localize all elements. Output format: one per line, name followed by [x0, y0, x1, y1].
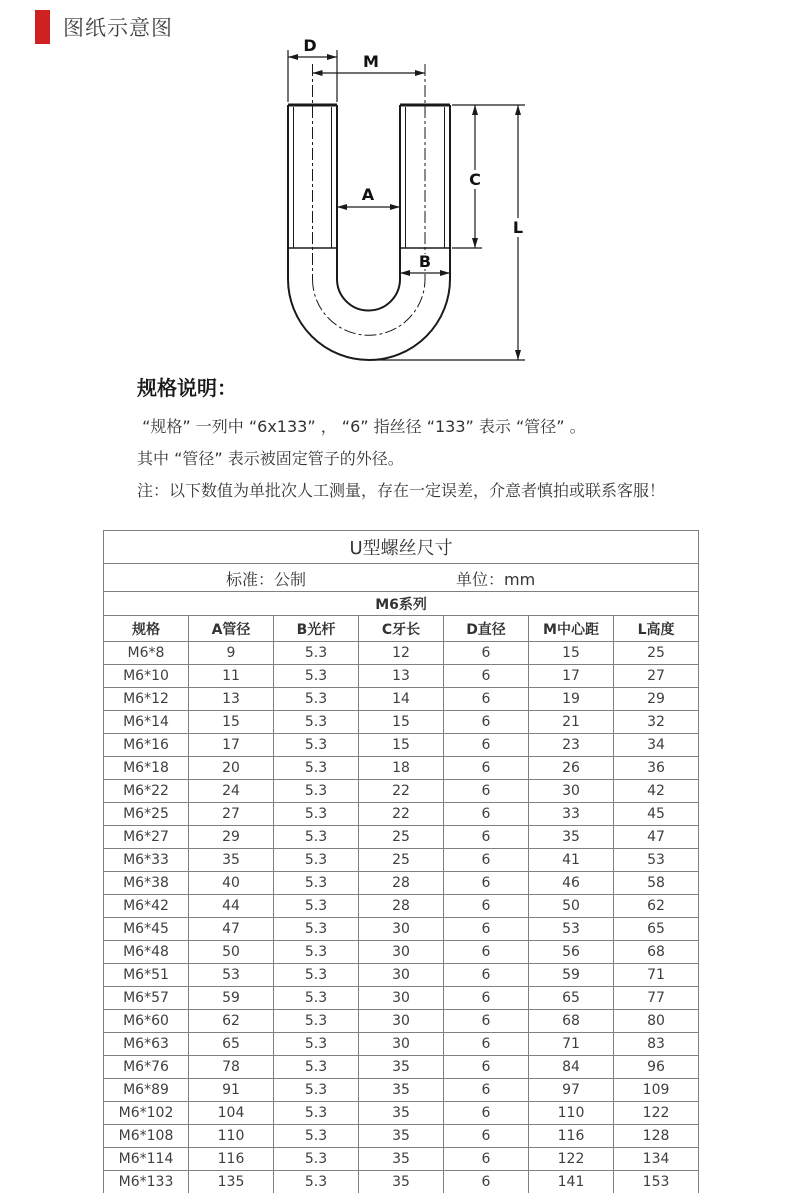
value-cell: 5.3	[274, 1033, 359, 1056]
value-cell: 5.3	[274, 987, 359, 1010]
value-cell: 5.3	[274, 780, 359, 803]
value-cell: 30	[359, 941, 444, 964]
value-cell: 6	[444, 1148, 529, 1171]
value-cell: 153	[614, 1171, 699, 1193]
value-cell: 35	[359, 1148, 444, 1171]
value-cell: 24	[189, 780, 274, 803]
value-cell: 5.3	[274, 895, 359, 918]
value-cell: 104	[189, 1102, 274, 1125]
spec-cell: M6*76	[104, 1056, 189, 1079]
note-line: 其中 “管径” 表示被固定管子的外径。	[137, 449, 404, 468]
section-title: 图纸示意图	[63, 16, 173, 40]
value-cell: 59	[189, 987, 274, 1010]
spec-cell: M6*33	[104, 849, 189, 872]
value-cell: 71	[614, 964, 699, 987]
dim-label-d: D	[303, 36, 317, 55]
table-row	[104, 642, 699, 665]
value-cell: 116	[529, 1125, 614, 1148]
value-cell: 21	[529, 711, 614, 734]
table-row	[104, 1171, 699, 1193]
value-cell: 30	[359, 964, 444, 987]
value-cell: 65	[614, 918, 699, 941]
value-cell: 30	[359, 987, 444, 1010]
note-line: “规格” 一列中 “6x133” ， “6” 指丝径 “133” 表示 “管径” 。	[137, 417, 586, 436]
column-header-row	[104, 616, 699, 642]
value-cell: 44	[189, 895, 274, 918]
value-cell: 11	[189, 665, 274, 688]
value-cell: 35	[529, 826, 614, 849]
spec-cell: M6*14	[104, 711, 189, 734]
value-cell: 25	[614, 642, 699, 665]
value-cell: 19	[529, 688, 614, 711]
value-cell: 17	[529, 665, 614, 688]
table-row	[104, 803, 699, 826]
table-row	[104, 1033, 699, 1056]
value-cell: 13	[359, 665, 444, 688]
spec-cell: M6*10	[104, 665, 189, 688]
spec-notes	[137, 372, 757, 507]
value-cell: 35	[359, 1171, 444, 1193]
spec-cell: M6*8	[104, 642, 189, 665]
table-row	[104, 688, 699, 711]
value-cell: 5.3	[274, 1102, 359, 1125]
value-cell: 71	[529, 1033, 614, 1056]
value-cell: 27	[614, 665, 699, 688]
value-cell: 5.3	[274, 1056, 359, 1079]
table-row	[104, 757, 699, 780]
value-cell: 15	[529, 642, 614, 665]
ubolt-technical-drawing	[240, 30, 560, 370]
value-cell: 27	[189, 803, 274, 826]
value-cell: 41	[529, 849, 614, 872]
value-cell: 5.3	[274, 1079, 359, 1102]
table-row	[104, 826, 699, 849]
value-cell: 53	[529, 918, 614, 941]
table-row	[104, 1056, 699, 1079]
spec-cell: M6*51	[104, 964, 189, 987]
value-cell: 6	[444, 757, 529, 780]
table-row	[104, 1102, 699, 1125]
value-cell: 5.3	[274, 849, 359, 872]
value-cell: 6	[444, 1079, 529, 1102]
value-cell: 20	[189, 757, 274, 780]
value-cell: 65	[529, 987, 614, 1010]
table-row	[104, 987, 699, 1010]
dim-label-c: C	[469, 170, 481, 189]
value-cell: 13	[189, 688, 274, 711]
dim-label-a: A	[361, 185, 375, 204]
value-cell: 6	[444, 1010, 529, 1033]
value-cell: 5.3	[274, 964, 359, 987]
value-cell: 53	[614, 849, 699, 872]
value-cell: 5.3	[274, 872, 359, 895]
spec-cell: M6*42	[104, 895, 189, 918]
value-cell: 96	[614, 1056, 699, 1079]
spec-cell: M6*38	[104, 872, 189, 895]
value-cell: 97	[529, 1079, 614, 1102]
value-cell: 23	[529, 734, 614, 757]
value-cell: 53	[189, 964, 274, 987]
value-cell: 28	[359, 872, 444, 895]
value-cell: 110	[529, 1102, 614, 1125]
table-title: U型螺丝尺寸	[104, 531, 699, 564]
value-cell: 6	[444, 711, 529, 734]
value-cell: 6	[444, 780, 529, 803]
spec-cell: M6*45	[104, 918, 189, 941]
value-cell: 35	[189, 849, 274, 872]
value-cell: 28	[359, 895, 444, 918]
value-cell: 22	[359, 803, 444, 826]
value-cell: 6	[444, 688, 529, 711]
spec-cell: M6*102	[104, 1102, 189, 1125]
spec-cell: M6*48	[104, 941, 189, 964]
value-cell: 18	[359, 757, 444, 780]
value-cell: 30	[359, 1010, 444, 1033]
value-cell: 6	[444, 665, 529, 688]
value-cell: 33	[529, 803, 614, 826]
value-cell: 45	[614, 803, 699, 826]
value-cell: 83	[614, 1033, 699, 1056]
value-cell: 65	[189, 1033, 274, 1056]
value-cell: 5.3	[274, 1148, 359, 1171]
value-cell: 6	[444, 1171, 529, 1193]
table-row	[104, 1079, 699, 1102]
dim-label-l: L	[512, 218, 524, 237]
table-row	[104, 734, 699, 757]
value-cell: 5.3	[274, 688, 359, 711]
value-cell: 6	[444, 918, 529, 941]
spec-cell: M6*16	[104, 734, 189, 757]
value-cell: 141	[529, 1171, 614, 1193]
table-row	[104, 665, 699, 688]
value-cell: 30	[359, 918, 444, 941]
spec-cell: M6*27	[104, 826, 189, 849]
value-cell: 50	[529, 895, 614, 918]
value-cell: 5.3	[274, 826, 359, 849]
table-row	[104, 780, 699, 803]
spec-table-body	[104, 642, 699, 1193]
value-cell: 6	[444, 895, 529, 918]
value-cell: 30	[359, 1033, 444, 1056]
value-cell: 15	[189, 711, 274, 734]
value-cell: 62	[614, 895, 699, 918]
value-cell: 6	[444, 1056, 529, 1079]
value-cell: 29	[614, 688, 699, 711]
value-cell: 35	[359, 1079, 444, 1102]
standard-label: 标准：公制	[226, 570, 307, 589]
value-cell: 6	[444, 1125, 529, 1148]
value-cell: 128	[614, 1125, 699, 1148]
series-row	[104, 592, 699, 616]
value-cell: 77	[614, 987, 699, 1010]
value-cell: 109	[614, 1079, 699, 1102]
spec-cell: M6*114	[104, 1148, 189, 1171]
dim-label-m: M	[363, 52, 379, 71]
value-cell: 50	[189, 941, 274, 964]
table-row	[104, 964, 699, 987]
value-cell: 34	[614, 734, 699, 757]
value-cell: 6	[444, 964, 529, 987]
table-title-row	[104, 531, 699, 564]
value-cell: 47	[614, 826, 699, 849]
standard-unit-row	[104, 564, 699, 592]
value-cell: 35	[359, 1056, 444, 1079]
col-header-spec: 规格	[104, 616, 189, 642]
col-header-l: L高度	[614, 616, 699, 642]
value-cell: 12	[359, 642, 444, 665]
value-cell: 47	[189, 918, 274, 941]
value-cell: 26	[529, 757, 614, 780]
table-row	[104, 1148, 699, 1171]
value-cell: 80	[614, 1010, 699, 1033]
col-header-m: M中心距	[529, 616, 614, 642]
value-cell: 56	[529, 941, 614, 964]
value-cell: 15	[359, 734, 444, 757]
dimension-arrows	[288, 54, 524, 360]
section-header	[35, 10, 173, 44]
value-cell: 9	[189, 642, 274, 665]
value-cell: 6	[444, 872, 529, 895]
value-cell: 5.3	[274, 1125, 359, 1148]
value-cell: 22	[359, 780, 444, 803]
table-row	[104, 895, 699, 918]
value-cell: 17	[189, 734, 274, 757]
value-cell: 110	[189, 1125, 274, 1148]
value-cell: 68	[614, 941, 699, 964]
value-cell: 5.3	[274, 1171, 359, 1193]
value-cell: 68	[529, 1010, 614, 1033]
value-cell: 122	[529, 1148, 614, 1171]
unit-label: 单位：mm	[456, 570, 536, 589]
value-cell: 6	[444, 1102, 529, 1125]
value-cell: 6	[444, 941, 529, 964]
value-cell: 5.3	[274, 711, 359, 734]
value-cell: 6	[444, 987, 529, 1010]
value-cell: 62	[189, 1010, 274, 1033]
spec-cell: M6*25	[104, 803, 189, 826]
value-cell: 30	[529, 780, 614, 803]
value-cell: 36	[614, 757, 699, 780]
value-cell: 6	[444, 826, 529, 849]
spec-cell: M6*133	[104, 1171, 189, 1193]
value-cell: 25	[359, 826, 444, 849]
col-header-b: B光杆	[274, 616, 359, 642]
value-cell: 6	[444, 1033, 529, 1056]
dim-label-b: B	[418, 252, 432, 271]
value-cell: 6	[444, 642, 529, 665]
value-cell: 84	[529, 1056, 614, 1079]
spec-cell: M6*12	[104, 688, 189, 711]
value-cell: 15	[359, 711, 444, 734]
value-cell: 5.3	[274, 757, 359, 780]
spec-cell: M6*18	[104, 757, 189, 780]
value-cell: 14	[359, 688, 444, 711]
spec-cell: M6*22	[104, 780, 189, 803]
table-row	[104, 849, 699, 872]
value-cell: 40	[189, 872, 274, 895]
table-row	[104, 711, 699, 734]
spec-cell: M6*108	[104, 1125, 189, 1148]
spec-cell: M6*63	[104, 1033, 189, 1056]
spec-cell: M6*57	[104, 987, 189, 1010]
value-cell: 46	[529, 872, 614, 895]
col-header-c: C牙长	[359, 616, 444, 642]
value-cell: 5.3	[274, 918, 359, 941]
table-row	[104, 941, 699, 964]
note-line: 注：以下数值为单批次人工测量，存在一定误差，介意者慎拍或联系客服！	[137, 481, 666, 500]
value-cell: 5.3	[274, 1010, 359, 1033]
value-cell: 25	[359, 849, 444, 872]
value-cell: 6	[444, 734, 529, 757]
value-cell: 32	[614, 711, 699, 734]
table-row	[104, 1125, 699, 1148]
value-cell: 35	[359, 1102, 444, 1125]
value-cell: 122	[614, 1102, 699, 1125]
notes-heading: 规格说明：	[137, 376, 237, 400]
value-cell: 135	[189, 1171, 274, 1193]
series-label: M6系列	[104, 592, 699, 616]
value-cell: 5.3	[274, 941, 359, 964]
col-header-d: D直径	[444, 616, 529, 642]
table-row	[104, 872, 699, 895]
table-row	[104, 918, 699, 941]
value-cell: 35	[359, 1125, 444, 1148]
value-cell: 59	[529, 964, 614, 987]
spec-cell: M6*60	[104, 1010, 189, 1033]
value-cell: 5.3	[274, 803, 359, 826]
value-cell: 78	[189, 1056, 274, 1079]
value-cell: 116	[189, 1148, 274, 1171]
value-cell: 42	[614, 780, 699, 803]
value-cell: 5.3	[274, 665, 359, 688]
value-cell: 6	[444, 849, 529, 872]
value-cell: 91	[189, 1079, 274, 1102]
red-accent-bar	[35, 10, 50, 44]
col-header-a: A管径	[189, 616, 274, 642]
value-cell: 5.3	[274, 734, 359, 757]
value-cell: 29	[189, 826, 274, 849]
value-cell: 134	[614, 1148, 699, 1171]
value-cell: 5.3	[274, 642, 359, 665]
value-cell: 6	[444, 803, 529, 826]
dimensions-table	[103, 530, 699, 1193]
table-row	[104, 1010, 699, 1033]
value-cell: 58	[614, 872, 699, 895]
spec-cell: M6*89	[104, 1079, 189, 1102]
